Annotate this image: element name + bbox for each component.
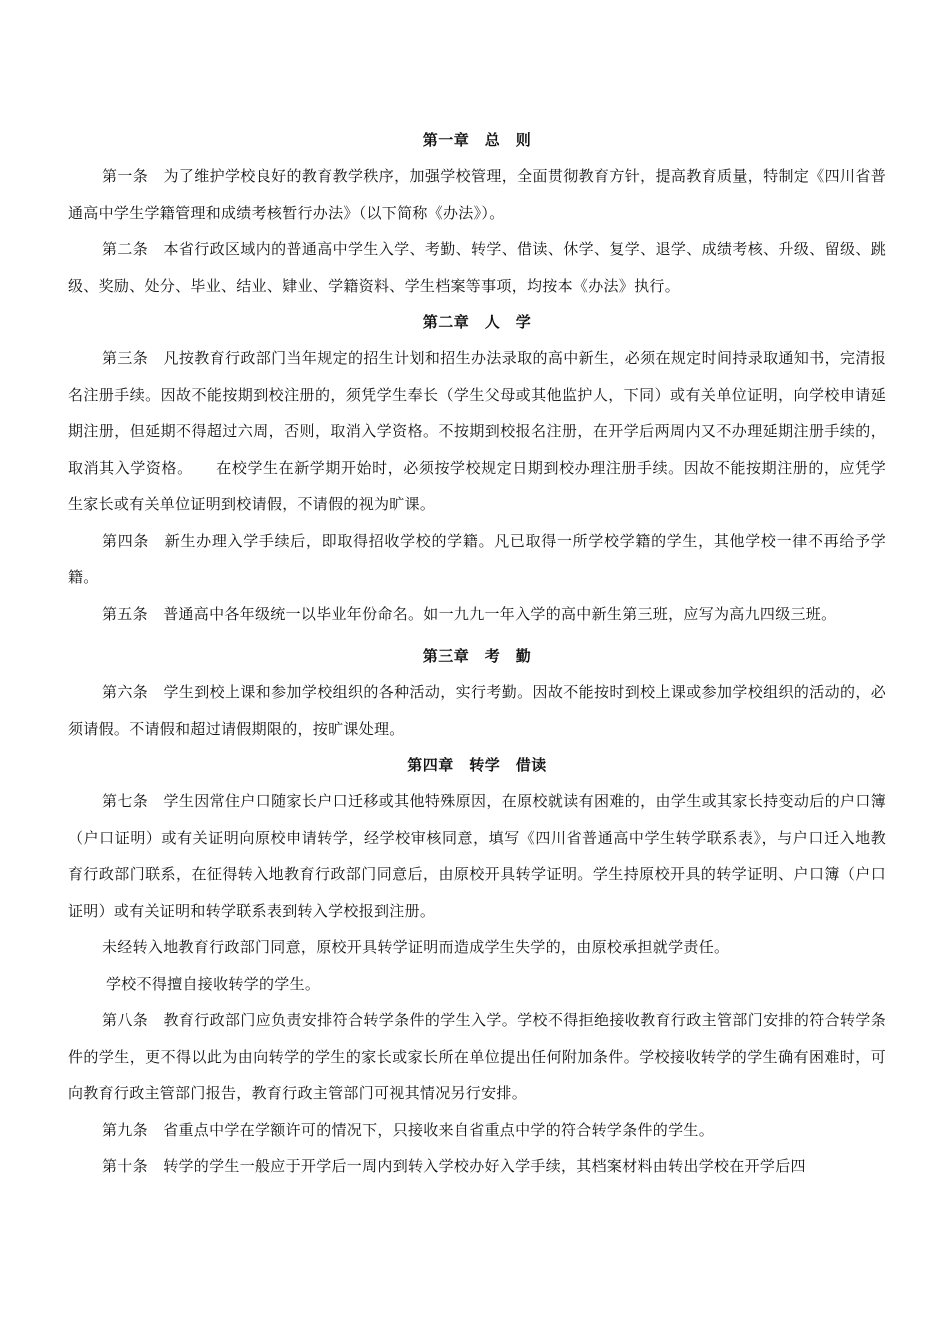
- article-6: 第六条 学生到校上课和参加学校组织的各种活动，实行考勤。因故不能按时到校上课或参加学校组织的活动的，必须请假。不请假和超过请假期限的，按旷课处理。: [68, 683, 886, 738]
- article-8: 第八条 教育行政部门应负责安排符合转学条件的学生入学。学校不得拒绝接收教育行政主管部门安排的符合转学条件的学生，更不得以此为由向转学的学生的家长或家长所在单位提出任何附加条件。学校接收转学的学生确有困难时，可向教育行政主管部门报告，教育行政主管部门可视其情况另行安排。: [68, 1011, 886, 1102]
- article-7-note-1: 未经转入地教育行政部门同意，原校开具转学证明而造成学生失学的，由原校承担就学责任。: [102, 938, 730, 956]
- article-7: 第七条 学生因常住户口随家长户口迁移或其他特殊原因，在原校就读有困难的，由学生或其家长持变动后的户口簿（户口证明）或有关证明向原校申请转学，经学校审核同意，填写《四川省普通高中学生转学联系表》，与户口迁入地教育行政部门联系，在征得转入地教育行政部门同意后，由原校开具转学证明。学生持原校开具的转学证明、户口簿（户口证明）或有关证明和转学联系表到转入学校报到注册。: [68, 792, 886, 920]
- article-10: 第十条 转学的学生一般应于开学后一周内到转入学校办好入学手续，其档案材料由转出学校在开学后四: [102, 1157, 806, 1175]
- chapter-title: 第二章 人 学: [422, 313, 532, 331]
- document-page: [68, 122, 886, 1185]
- chapter-2: [68, 304, 886, 632]
- article-3: 第三条 凡按教育行政部门当年规定的招生计划和招生办法录取的高中新生，必须在规定时间持录取通知书，完清报名注册手续。因故不能按期到校注册的，须凭学生奉长（学生父母或其他监护人，下同）或有关单位证明，向学校申请延期注册，但延期不得超过六周，否则，取消入学资格。不按期到校报名注册，在开学后两周内又不办理延期注册手续的，取消其入学资格。 在校学生在新学期开始时，必须按学校规定日期到校办理注册手续。因故不能按期注册的，应凭学生家长或有关单位证明到校请假，不请假的视为旷课。: [68, 349, 886, 513]
- chapter-title: 第三章 考 勤: [422, 647, 532, 665]
- chapter-4: [68, 747, 886, 1185]
- article-5: 第五条 普通高中各年级统一以毕业年份命名。如一九九一年入学的高中新生第三班，应写为高九四级三班。: [102, 604, 837, 623]
- article-1: 第一条 为了维护学校良好的教育教学秩序，加强学校管理，全面贯彻教育方针，提高教育质量，特制定《四川省普通高中学生学籍管理和成绩考核暂行办法》（以下简称《办法》）。: [68, 167, 886, 222]
- article-9: 第九条 省重点中学在学额许可的情况下，只接收来自省重点中学的符合转学条件的学生。: [102, 1120, 715, 1139]
- chapter-title: 第四章 转学 借读: [407, 756, 547, 774]
- chapter-3: [68, 638, 886, 747]
- article-7-note-2: 学校不得擅自接收转学的学生。: [106, 974, 321, 993]
- article-2: 第二条 本省行政区域内的普通高中学生入学、考勤、转学、借读、休学、复学、退学、成绩考核、升级、留级、跳级、奖励、处分、毕业、结业、肄业、学籍资料、学生档案等事项，均按本《办法》执行。: [68, 240, 886, 295]
- chapter-1: [68, 122, 886, 304]
- chapter-title: 第一章 总 则: [422, 131, 532, 149]
- article-4: 第四条 新生办理入学手续后，即取得招收学校的学籍。凡已取得一所学校学籍的学生，其他学校一律不再给予学籍。: [68, 531, 886, 586]
